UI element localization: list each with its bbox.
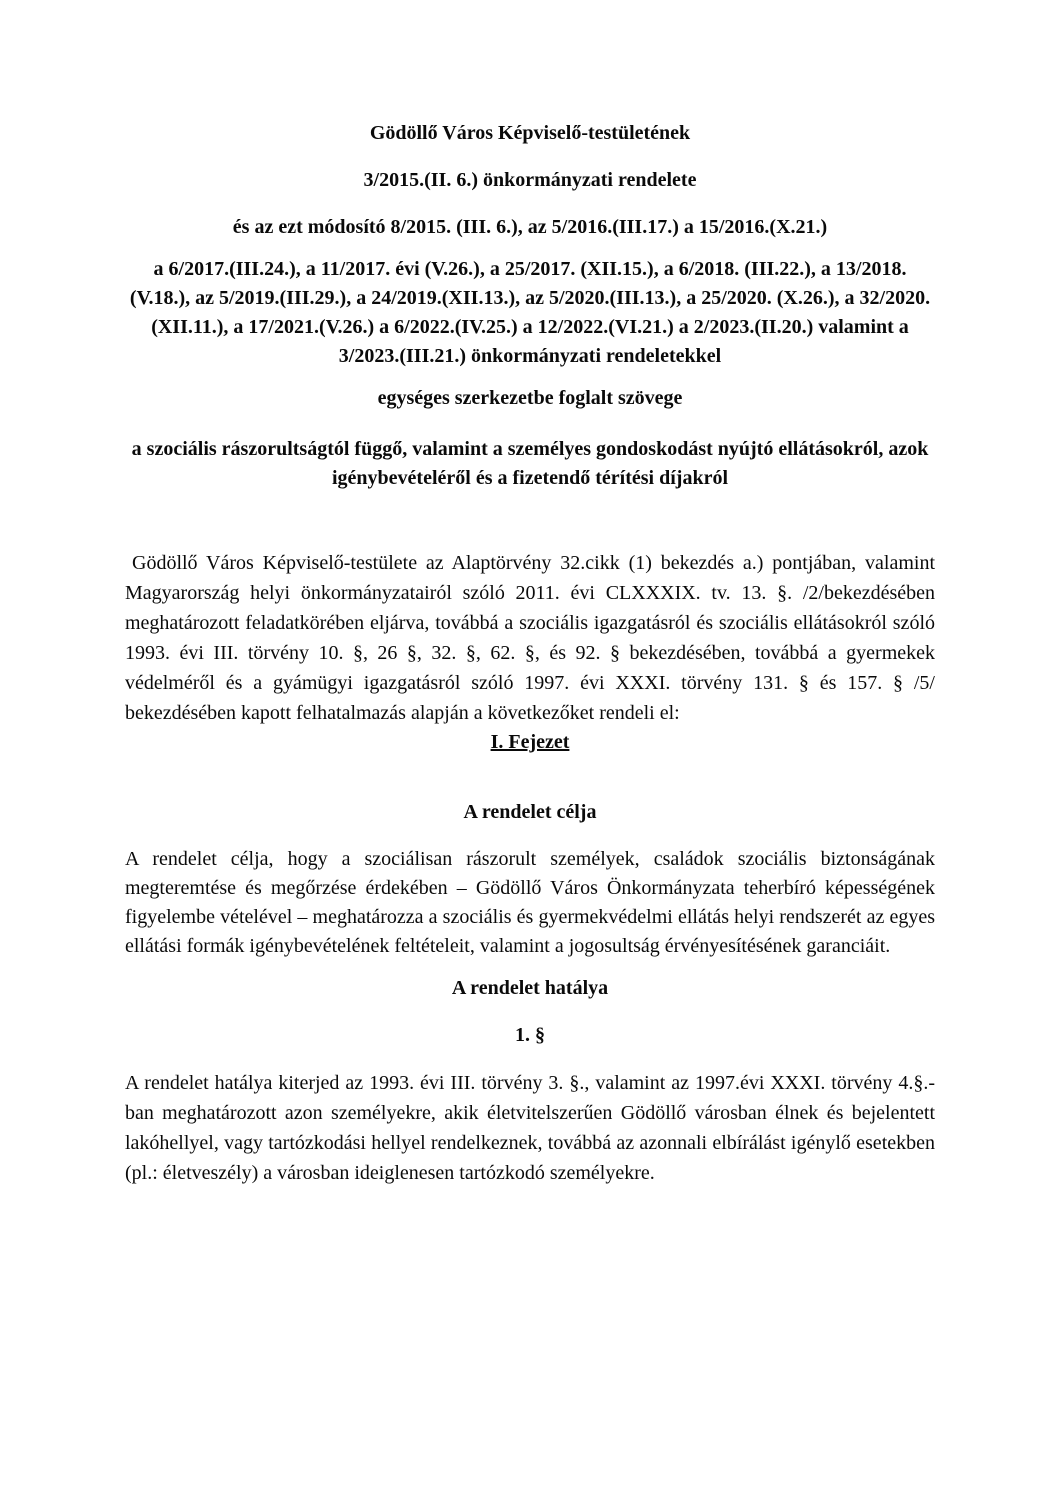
section-1-number: 1. § bbox=[515, 1024, 545, 1046]
preamble-paragraph: Gödöllő Város Képviselő-testülete az Alaptörvény 32.cikk (1) bekezdés a.) pontjában, valamint Magyarország helyi önkormányzatairól szóló 2011. évi CLXXXIX. tv. 13. §. /2/bekezdésében meghatározott feladatkörében eljárva, továbbá a szociális igazgatásról és szociális ellátásokról szóló 1993. évi III. törvény 10. §, 26 §, 32. §, 62. §, és 92. § bekezdésében, továbbá a gyermekek védelméről és a gyámügyi igazgatásról szóló 1997. évi XXXI. törvény 131. § és 157. § /5/ bekezdésében kapott felhatalmazás alapján a következőket rendeli el: bbox=[125, 552, 935, 724]
title-decree-number: 3/2015.(II. 6.) önkormányzati rendelete bbox=[363, 169, 697, 191]
purpose-heading: A rendelet célja bbox=[463, 801, 597, 823]
scope-paragraph: A rendelet hatálya kiterjed az 1993. évi III. törvény 3. §., valamint az 1997.évi XXXI. törvény 4.§.-ban meghatározott azon személyekre, akik életvitelszerűen Gödöllő városban élnek és bejelentett lakóhellyel, vagy tartózkodási hellyel rendelkeznek, továbbá az azonnali elbírálást igénylő esetekben (pl.: életveszély) a városban ideiglenesen tartózkodó személyekre. bbox=[125, 1072, 935, 1184]
title-amendment-list: a 6/2017.(III.24.), a 11/2017. évi (V.26.), a 25/2017. (XII.15.), a 6/2018. (III.22.), a 13/2018.(V.18.), az 5/2019.(III.29.), a 24/2019.(XII.13.), az 5/2020.(III.13.), a 25/2020. (X.26.), a 32/2020. (XII.11.), a 17/2021.(V.26.) a 6/2022.(IV.25.) a 12/2022.(VI.21.) a 2/2023.(II.20.) valamint a 3/2023.(III.21.) önkormányzati rendeletekkel bbox=[129, 258, 931, 367]
purpose-paragraph: A rendelet célja, hogy a szociálisan rászorult személyek, családok szociális biztonságának megteremtése és megőrzése érdekében – Gödöllő Város Önkormányzata teherbíró képességének figyelembe vételével – meghatározza a szociális és gyermekvédelmi ellátás helyi rendszerét az egyes ellátási formák igénybevételének feltételeit, valamint a jogosultság érvényesítésének garanciáit. bbox=[125, 848, 935, 957]
chapter-1-heading: I. Fejezet bbox=[490, 731, 570, 753]
title-subject: a szociális rászorultságtól függő, valamint a személyes gondoskodást nyújtó ellátásokról, azok igénybevételéről és a fizetendő térítési díjakról bbox=[131, 438, 929, 489]
title-modifier-intro: és az ezt módosító 8/2015. (III. 6.), az 5/2016.(III.17.) a 15/2016.(X.21.) bbox=[232, 216, 828, 238]
title-issuer: Gödöllő Város Képviselő-testületének bbox=[369, 122, 691, 144]
title-consolidated-note: egységes szerkezetbe foglalt szövege bbox=[377, 387, 683, 409]
scope-heading: A rendelet hatálya bbox=[451, 977, 609, 999]
